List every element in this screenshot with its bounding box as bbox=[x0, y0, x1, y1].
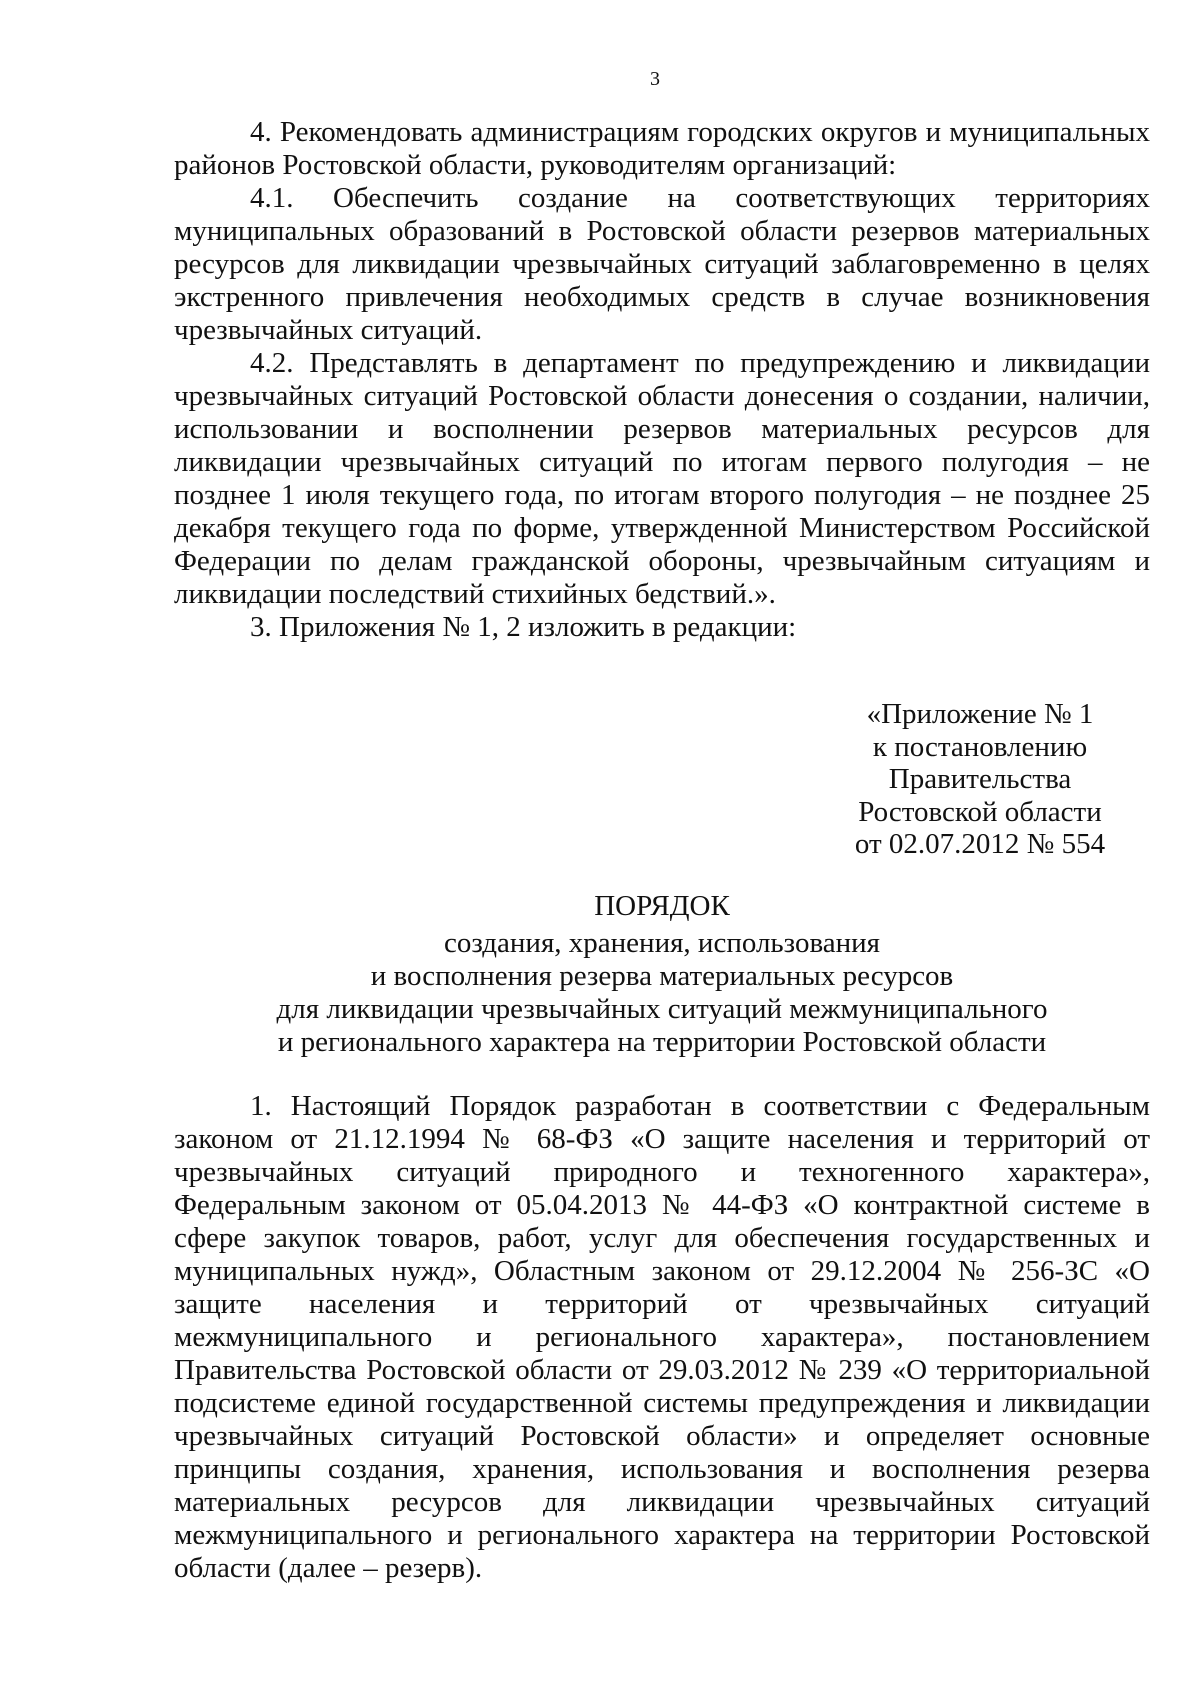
appendix-reference bbox=[830, 698, 1130, 861]
appendix-line: «Приложение № 1 bbox=[866, 698, 1094, 730]
recommendations-section bbox=[174, 116, 1150, 644]
paragraph-item-4: 4. Рекомендовать администрациям городских округов и муниципальных районов Ростовской области, руководителям организаций: bbox=[174, 116, 1150, 181]
paragraph-item-4-2: 4.2. Представлять в департамент по предупреждению и ликвидации чрезвычайных ситуаций Ростовской области донесения о создании, наличии, использовании и восполнении резервов материальных ресурсов для ликвидации чрезвычайных ситуаций по итогам первого полугодия – не позднее 1 июля текущего года, по итогам второго полугодия – не позднее 25 декабря текущего года по форме, утвержденной Министерством Российской Федерации по делам гражданской обороны, чрезвычайным ситуациям и ликвидации последствий стихийных бедствий.». bbox=[174, 347, 1150, 610]
title-subline: для ликвидации чрезвычайных ситуаций межмуниципального bbox=[276, 993, 1048, 1025]
title-heading: ПОРЯДОК bbox=[594, 890, 730, 922]
paragraph-item-1: 1. Настоящий Порядок разработан в соответствии с Федеральным законом от 21.12.1994 № 68-ФЗ «О защите населения и территорий от чрезвычайных ситуаций природного и техногенного характера», Федеральным законом от 05.04.2013 № 44-ФЗ «О контрактной системе в сфере закупок товаров, работ, услуг для обеспечения государственных и муниципальных нужд», Областным законом от 29.12.2004 № 256-ЗС «О защите населения и территорий от чрезвычайных ситуаций межмуниципального и регионального характера», постановлением Правительства Ростовской области от 29.03.2012 № 239 «О территориальной подсистеме единой государственной системы предупреждения и ликвидации чрезвычайных ситуаций Ростовской области» и определяет основные принципы создания, хранения, использования и восполнения резерва материальных ресурсов для ликвидации чрезвычайных ситуаций межмуниципального и регионального характера на территории Ростовской области (далее – резерв). bbox=[174, 1090, 1150, 1584]
appendix-line: к постановлению bbox=[872, 730, 1088, 763]
procedure-section bbox=[174, 1090, 1150, 1585]
page-number: 3 bbox=[650, 68, 660, 90]
title-subline: и восполнения резерва материальных ресурсов bbox=[370, 960, 954, 992]
paragraph-item-4-1: 4.1. Обеспечить создание на соответствующих территориях муниципальных образований в Ростовской области резервов материальных ресурсов для ликвидации чрезвычайных ситуаций заблаговременно в целях экстренного привлечения необходимых средств в случае возникновения чрезвычайных ситуаций. bbox=[174, 182, 1150, 346]
title-subline: и регионального характера на территории Ростовской области bbox=[277, 1026, 1047, 1058]
paragraph-item-3: 3. Приложения № 1, 2 изложить в редакции: bbox=[250, 611, 797, 643]
appendix-line: Ростовской области bbox=[858, 795, 1102, 828]
appendix-line: от 02.07.2012 № 554 bbox=[854, 828, 1106, 860]
appendix-line: Правительства bbox=[888, 763, 1072, 795]
title-subline: создания, хранения, использования bbox=[443, 927, 881, 959]
document-title bbox=[174, 890, 1150, 1059]
